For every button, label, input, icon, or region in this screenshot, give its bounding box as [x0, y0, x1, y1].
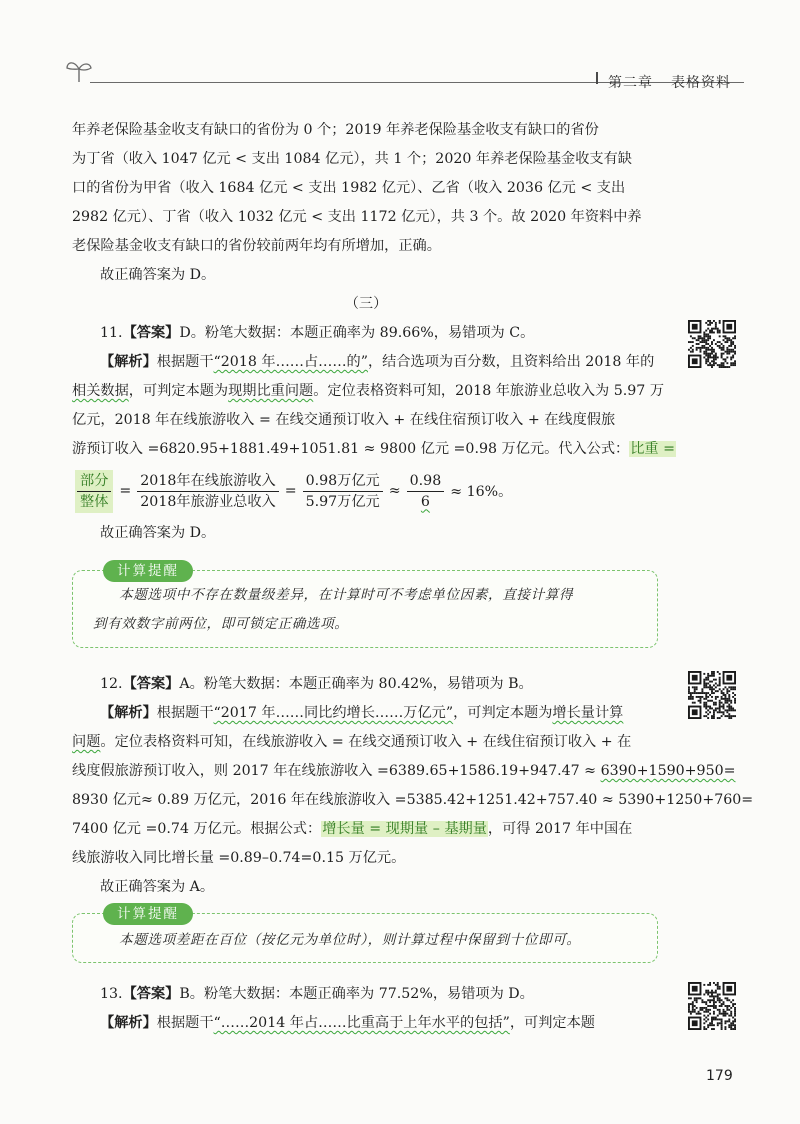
text-span: ，可判定本题为: [128, 383, 229, 399]
answer-tag: 【答案】: [122, 676, 180, 692]
question-number: 13.: [100, 986, 123, 1002]
tip-line: 本题选项中不存在数量级差异，在计算时可不考虑单位因素，直接计算得: [119, 587, 574, 603]
highlighted-formula: 增长量 = 现期量 – 基期量: [322, 821, 487, 837]
text-line: 为丁省（收入 1047 亿元 < 支出 1084 亿元），共 1 个；2020 年养老保险基金收支有缺: [72, 151, 632, 167]
underlined-text: 增长量计算: [552, 705, 624, 721]
text-line: 老保险基金收支有缺口的省份较前两年均有所增加，正确。: [72, 238, 441, 254]
analysis-tag: 【解析】: [100, 705, 157, 721]
fraction-2: [303, 471, 383, 512]
underlined-text: “……2014 年占……比重高于上年水平的包括”: [213, 1015, 510, 1031]
tip-line: 到有效数字前两位，即可锁定正确选项。: [93, 616, 349, 632]
analysis-tag: 【解析】: [100, 354, 157, 370]
answer-11-conclusion: [72, 519, 660, 548]
calc-tip-box: [72, 563, 658, 648]
equals-sign: =: [284, 483, 297, 499]
text-line: 口的省份为甲省（收入 1684 亿元 < 支出 1982 亿元）、乙省（收入 2036 亿元 < 支出: [72, 180, 626, 196]
answer-conclusion: 故正确答案为 D。: [100, 525, 216, 541]
underlined-text: 现期比重问题: [228, 383, 314, 399]
tip-line: 本题选项差距在百位（按亿元为单位时），则计算过程中保留到十位即可。: [119, 932, 581, 948]
section-title: （三）: [344, 296, 388, 312]
continued-paragraph: [72, 116, 660, 319]
question-number: 12.: [100, 676, 123, 692]
answer-conclusion: 故正确答案为 A。: [100, 879, 215, 895]
fraction-1: [137, 471, 278, 512]
answer-text: B。粉笔大数据：本题正确率为 77.52%，易错项为 D。: [179, 986, 534, 1002]
fraction-numerator: 0.98万亿元: [305, 472, 380, 489]
text-span: 根据题干: [156, 705, 214, 721]
qr-code-icon[interactable]: [688, 982, 736, 1030]
analysis-tag: 【解析】: [100, 1015, 157, 1031]
text-line: 亿元，2018 年在线旅游收入 = 在线交通预订收入 + 在线住宿预订收入 + 在线度假旅: [72, 412, 616, 428]
header-divider: [596, 72, 598, 84]
text-span: ，可得 2017 年中国在: [487, 821, 633, 837]
text-line: 2982 亿元）、丁省（收入 1032 亿元 < 支出 1172 亿元），共 3 个。故 2020 年资料中养: [72, 209, 642, 225]
text-line: 8930 亿元≈ 0.89 万亿元，2016 年在线旅游收入 =5385.42+1251.42+757.40 ≈ 5390+1250+760=: [72, 792, 754, 808]
calc-tip-box: [72, 906, 658, 963]
question-13: [72, 980, 660, 1038]
fraction-numerator: 2018年在线旅游收入: [140, 472, 276, 489]
text-line: 线旅游收入同比增长量 =0.89–0.74=0.15 万亿元。: [72, 850, 406, 866]
text-span: ，可判定本题: [509, 1015, 595, 1031]
fraction-numerator: 0.98: [409, 472, 442, 489]
tip-label: 计算提醒: [103, 560, 193, 582]
text-span: 。定位表格资料可知，2018 年旅游业总收入为 5.97 万: [313, 383, 665, 399]
section-label: 表格资料: [671, 75, 731, 91]
formula-result: ≈ 16%。: [450, 484, 513, 500]
fraction-denominator: 2018年旅游业总收入: [140, 493, 276, 510]
answer-tag: 【答案】: [122, 325, 180, 341]
underlined-text: 问题: [72, 734, 101, 750]
underlined-text: “2017 年……同比约增长……万亿元”: [213, 705, 454, 721]
text-span: 根据题干: [156, 1015, 214, 1031]
underlined-text: 6390+1590+950=: [600, 763, 736, 779]
equals-sign: =: [119, 483, 132, 499]
fraction-3: [407, 471, 445, 512]
text-span: ，结合选项为百分数，且资料给出 2018 年的: [367, 354, 655, 370]
tip-label: 计算提醒: [103, 903, 193, 925]
fraction-numerator: 部分: [80, 472, 109, 489]
qr-code-icon[interactable]: [688, 671, 736, 719]
answer-conclusion: 故正确答案为 D。: [100, 267, 216, 283]
text-span: ，可判定本题为: [453, 705, 553, 721]
answer-text: A。粉笔大数据：本题正确率为 80.42%，易错项为 B。: [179, 676, 533, 692]
part-over-whole: [75, 470, 113, 513]
chapter-label: 第二章: [608, 75, 653, 91]
text-span: 线度假旅游预订收入，则 2017 年在线旅游收入 =6389.65+1586.19+947.47 ≈: [72, 763, 601, 779]
question-12: [72, 670, 754, 902]
page-number: 179: [706, 1068, 733, 1084]
text-line: 年养老保险基金收支有缺口的省份为 0 个；2019 年养老保险基金收支有缺口的省份: [72, 122, 599, 138]
question-number: 11.: [100, 325, 123, 341]
highlighted-formula: 比重 =: [630, 441, 675, 457]
fraction-denominator: 5.97万亿元: [305, 493, 380, 510]
underlined-text: “2018 年……占……的”: [213, 354, 368, 370]
answer-text: D。粉笔大数据：本题正确率为 89.66%，易错项为 C。: [179, 325, 535, 341]
text-span: 。定位表格资料可知，在线旅游收入 = 在线交通预订收入 + 在线住宿预订收入 + 在: [100, 734, 632, 750]
proportion-formula: [72, 467, 515, 515]
running-header: [608, 72, 731, 92]
answer-tag: 【答案】: [122, 986, 180, 1002]
underlined-text: 相关数据: [72, 383, 129, 399]
qr-code-icon[interactable]: [688, 320, 736, 368]
sprout-icon: [64, 54, 94, 84]
text-span: 7400 亿元 =0.74 万亿元。根据公式：: [72, 821, 322, 837]
fraction-denominator: 6: [420, 493, 430, 510]
approx-sign: ≈: [388, 483, 401, 499]
fraction-denominator: 整体: [80, 493, 109, 510]
question-11: [72, 319, 675, 464]
text-span: 游预订收入 =6820.95+1881.49+1051.81 ≈ 9800 亿元 =0.98 万亿元。代入公式：: [72, 441, 630, 457]
text-span: 根据题干: [156, 354, 214, 370]
